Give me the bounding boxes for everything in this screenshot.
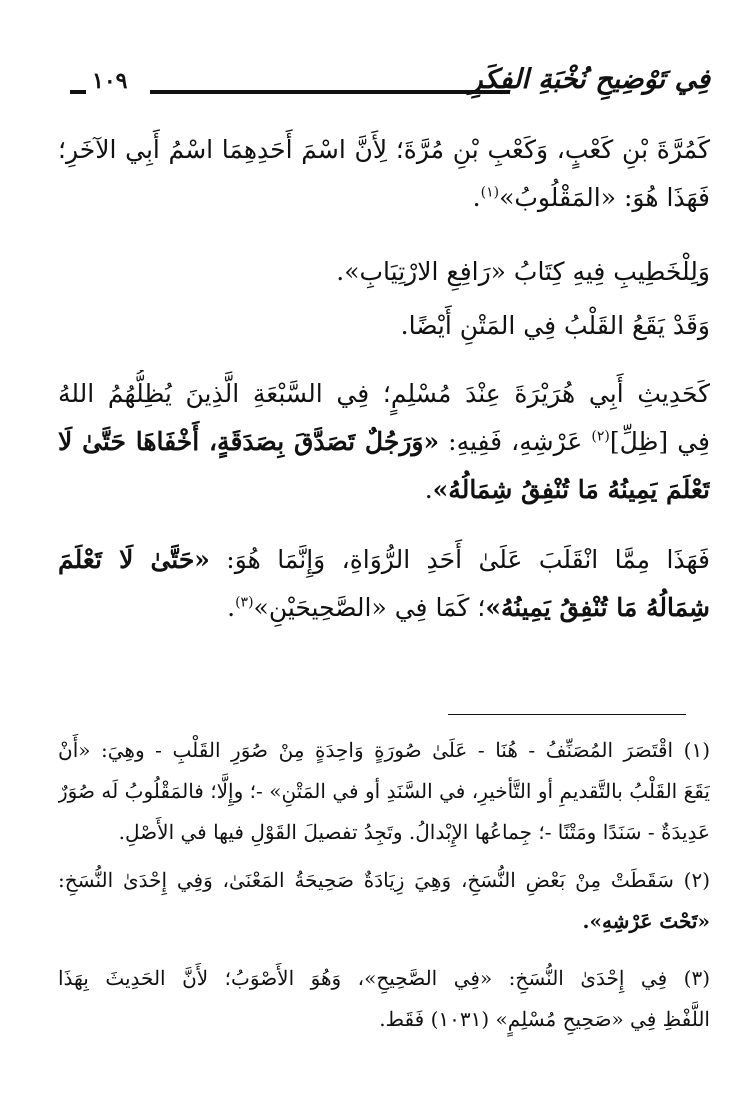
paragraph-2-line: وَلِلْخَطِيبِ فِيهِ كِتَابُ «رَافِعِ الارْتِيَابِ». [336,257,710,286]
paragraph-4-line-2 [58,418,710,466]
text: عَرْشِهِ، فَفِيهِ: [439,427,592,456]
hadith-quote: «وَرَجُلٌ تَصَدَّقَ بِصَدَقَةٍ، أَخْفَاهَا حَتَّىٰ لَا [58,427,440,456]
footnote-1-line-1: (١) اقْتَصَرَ المُصَنِّفُ - هُنَا - عَلَىٰ صُورَةٍ وَاحِدَةٍ مِنْ صُوَرِ القَلْبِ - وهِيَ: «أَنْ [58,738,710,762]
paragraph-4-line-1: كَحَدِيثِ أَبِي هُرَيْرَةَ عِنْدَ مُسْلِمٍ؛ فِي السَّبْعَةِ الَّذِينَ يُظِلُّهُمُ اللهُ [58,379,710,408]
footnote-2-line-1: (٢) سَقَطَتْ مِنْ بَعْضِ النُّسَخِ، وَهِيَ زِيَادَةٌ صَحِيحَةُ المَعْنَىٰ، وَفِي إِحْدَىٰ النُّسَخِ: [58,868,710,892]
running-title: فِي تَوْضِيحِ نُخْبَةِ الفِكَرِ [469,64,710,95]
footnote-marker-1: (١) [480,184,500,201]
page-number-dash [70,90,86,94]
paragraph-4 [58,370,710,514]
footnote-1-line-2: يَقَعَ القَلْبُ بالتَّقديمِ أو التَّأخيرِ، في السَّنَدِ أو في المَتْنِ» -؛ وإِلَّا؛ فالمَقْلُوبُ لَه صُوَرٌ [58,779,710,803]
page-header [70,62,710,112]
text: فَهَذَا مِمَّا انْقَلَبَ عَلَىٰ أَحَدِ الرُّوَاةِ، وَإِنَّمَا هُوَ: [209,545,710,574]
text: ؛ كَمَا فِي «الصَّحِيحَيْنِ» [253,593,486,622]
footnote-3-line-2: اللَّفْظِ فِي «صَحِيحِ مُسْلِمٍ» (١٠٣١) فَقَط. [379,1007,710,1031]
paragraph-3-line: وَقَدْ يَقَعُ القَلْبُ فِي المَتْنِ أَيْضًا. [400,311,710,340]
paragraph-5 [58,536,710,632]
footnote-separator [448,714,686,715]
header-rule [150,90,510,94]
text: فِي [ظِلِّ] [609,427,710,456]
footnote-2-line-2: «تَحْتَ عَرْشِهِ». [582,909,710,933]
paragraph-5-line-2 [58,584,710,632]
paragraph-3 [58,302,710,350]
correct-wording-end: شِمَالُهُ مَا تُنْفِقُ يَمِينُهُ» [485,593,710,622]
paragraph-1-line-1: كَمُرَّةَ بْنِ كَعْبٍ، وَكَعْبِ بْنِ مُرَّةَ؛ لِأَنَّ اسْمَ أَحَدِهِمَا اسْمُ أَبِي الآخَرِ؛ [58,135,710,164]
footnote-1-line-3: عَدِيدَةٌ - سَنَدًا ومَتْنًا -؛ جِماعُها الإِبْدالُ. وتَجِدُ تفصيلَ القَوْلِ فيها في الأَصْلِ. [118,820,710,844]
footnote-1 [58,730,710,853]
period: . [472,183,481,212]
paragraph-4-line-3 [58,466,710,514]
period: . [424,475,433,504]
paragraph-1-line-2 [58,174,710,222]
footnote-marker-2: (٢) [591,428,610,445]
maqlub-term: فَهَذَا هُوَ: «المَقْلُوبُ» [499,183,710,212]
paragraph-5-line-1 [58,536,710,584]
footnote-3-line-1: (٣) فِي إِحْدَىٰ النُّسَخِ: «فِي الصَّحِيحِ»، وَهُوَ الأَصْوَبُ؛ لأَنَّ الحَدِيثَ بِهَذَا [58,966,710,990]
page-number: ١٠٩ [92,68,128,94]
footnote-marker-3: (٣) [235,594,254,611]
paragraph-1 [58,126,710,222]
paragraph-2 [58,248,710,296]
footnote-2 [58,860,710,942]
correct-wording: «حَتَّىٰ لَا تَعْلَمَ [58,545,210,574]
hadith-quote-end: تَعْلَمَ يَمِينُهُ مَا تُنْفِقُ شِمَالُهُ» [432,475,710,504]
period: . [227,593,236,622]
footnote-3 [58,958,710,1040]
